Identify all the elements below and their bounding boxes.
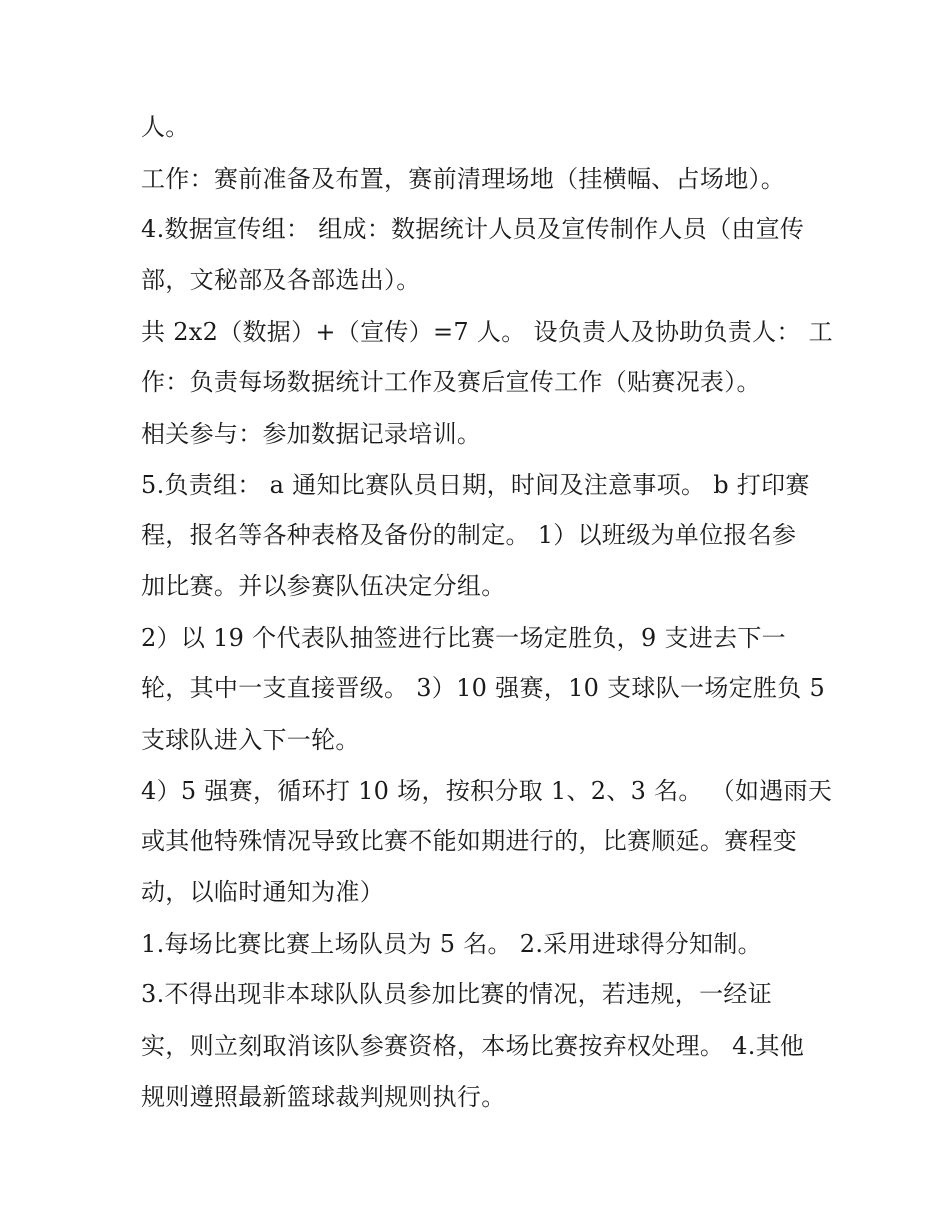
- text-line: 工作：赛前准备及布置，赛前清理场地（挂横幅、占场地）。: [141, 165, 786, 193]
- text-line: 规则遵照最新篮球裁判规则执行。: [141, 1083, 506, 1111]
- text-line: 轮，其中一支直接晋级。 3）10 强赛，10 支球队一场定胜负 5: [141, 674, 826, 702]
- text-line: 4）5 强赛，循环打 10 场，按积分取 1、2、3 名。 （如遇雨天: [141, 777, 833, 805]
- text-line: 1.每场比赛比赛上场队员为 5 名。 2.采用进球得分知制。: [141, 930, 762, 958]
- text-line: 5.负责组： a 通知比赛队员日期，时间及注意事项。 b 打印赛: [141, 471, 810, 499]
- text-line: 实，则立刻取消该队参赛资格，本场比赛按弃权处理。 4.其他: [141, 1032, 805, 1060]
- text-line: 共 2x2（数据）+（宣传）=7 人。 设负责人及协助负责人： 工: [141, 318, 833, 346]
- text-line: 人。: [141, 113, 190, 141]
- text-line: 3.不得出现非本球队队员参加比赛的情况，若违规，一经证: [141, 980, 772, 1008]
- text-line: 作：负责每场数据统计工作及赛后宣传工作（贴赛况表）。: [141, 368, 761, 396]
- text-line: 2）以 19 个代表队抽签进行比赛一场定胜负，9 支进去下一: [141, 624, 786, 652]
- text-line: 相关参与：参加数据记录培训。: [141, 420, 482, 448]
- text-line: 部，文秘部及各部选出）。: [141, 266, 421, 294]
- text-line: 或其他特殊情况导致比赛不能如期进行的，比赛顺延。赛程变: [141, 827, 798, 855]
- text-line: 程，报名等各种表格及备份的制定。 1）以班级为单位报名参: [141, 521, 797, 549]
- text-line: 动，以临时通知为准）: [141, 878, 384, 906]
- text-line: 4.数据宣传组： 组成：数据统计人员及宣传制作人员（由宣传: [141, 215, 805, 243]
- text-line: 加比赛。并以参赛队伍决定分组。: [141, 572, 506, 600]
- text-line: 支球队进入下一轮。: [141, 726, 360, 754]
